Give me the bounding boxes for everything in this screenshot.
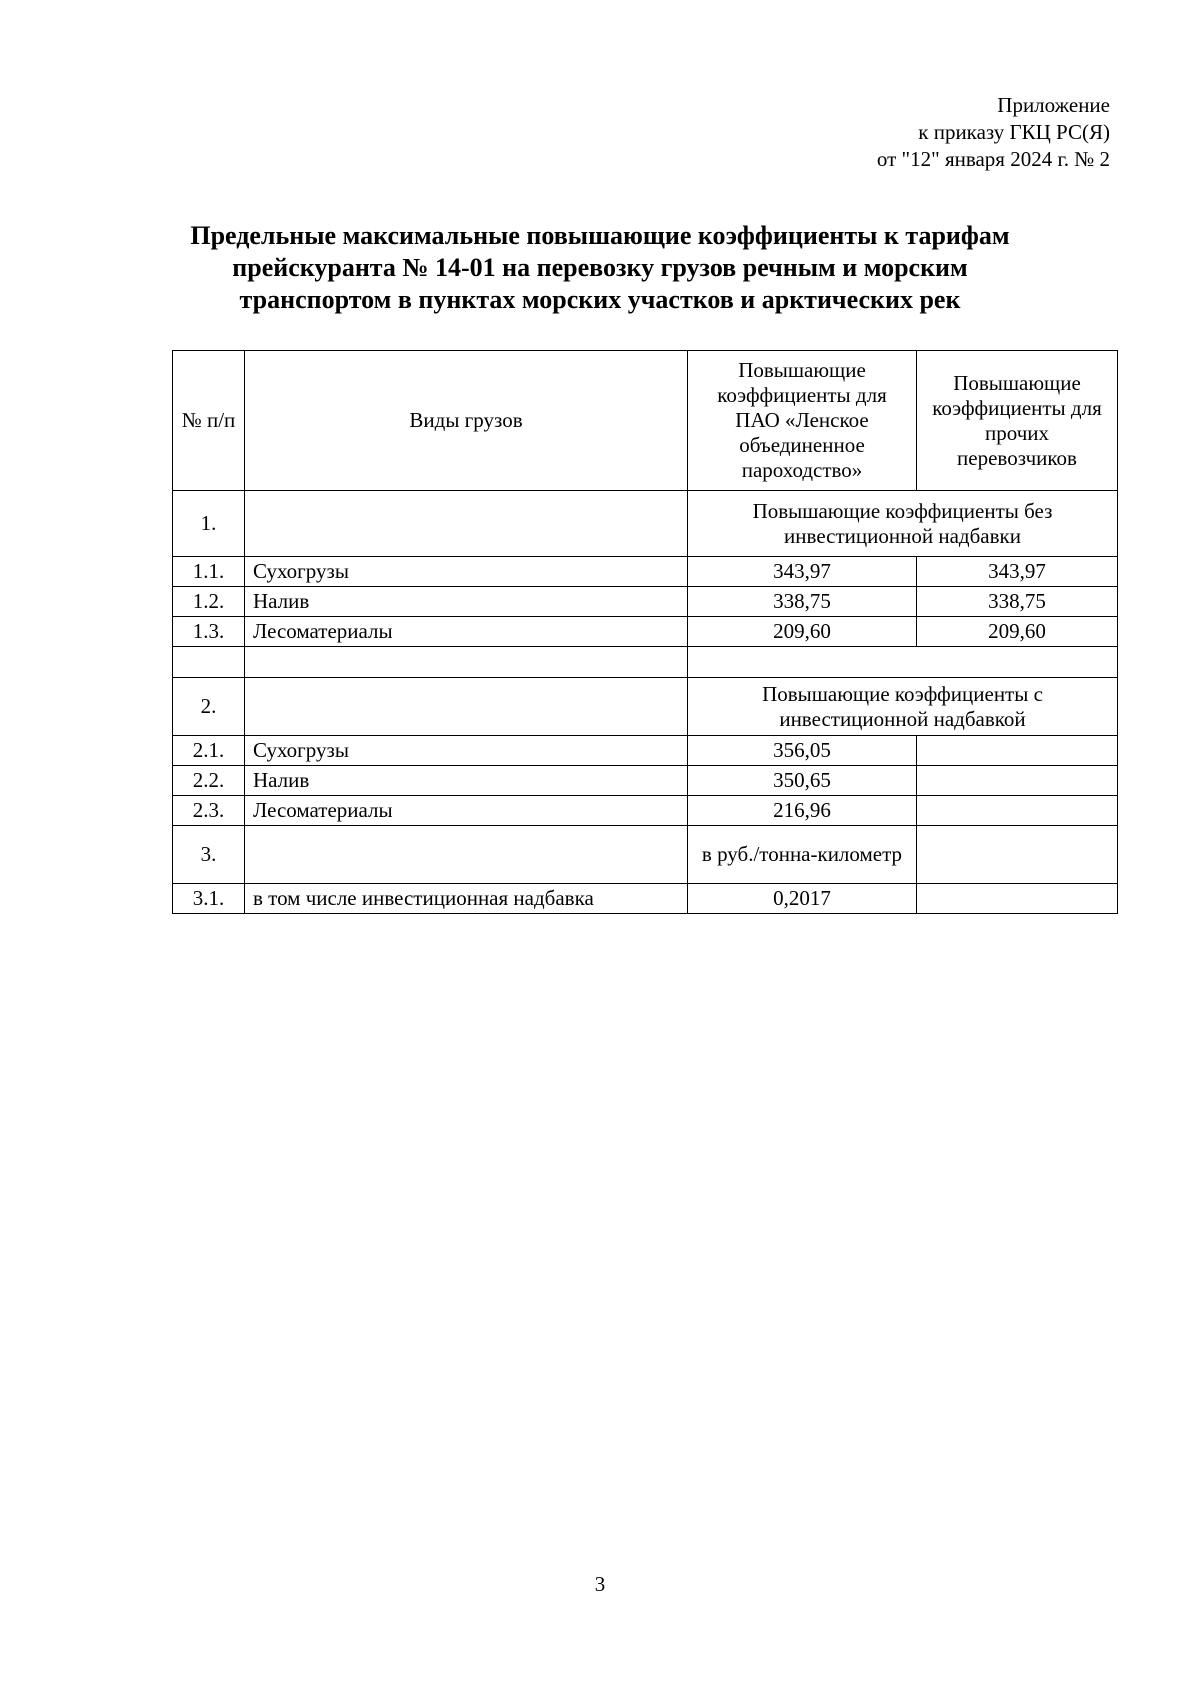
row-other-value: 209,60 (917, 617, 1118, 647)
document-title-line-3: транспортом в пунктах морских участков и арктических рек (239, 285, 961, 314)
table-row (173, 587, 1118, 617)
row-lena-value: 356,05 (688, 736, 917, 766)
row-cargo: Налив (245, 587, 688, 617)
header-cargo: Виды грузов (245, 351, 688, 491)
spacer-cell (688, 647, 1118, 678)
row-cargo: Сухогрузы (245, 557, 688, 587)
section-1-num: 1. (173, 491, 245, 557)
header-num: № п/п (173, 351, 245, 491)
row-num: 1.2. (173, 587, 245, 617)
row-other-value (917, 736, 1118, 766)
row-cargo: Налив (245, 766, 688, 796)
row-other-value: 343,97 (917, 557, 1118, 587)
spacer-cell (245, 647, 688, 678)
spacer-cell (173, 647, 245, 678)
appendix-title: Приложение (997, 93, 1110, 117)
appendix-order-ref: к приказу ГКЦ РС(Я) (918, 120, 1110, 144)
row-num: 3.1. (173, 884, 245, 914)
document-title-line-1: Предельные максимальные повышающие коэффициенты к тарифам (190, 221, 1010, 250)
spacer-row (173, 647, 1118, 678)
row-other-value (917, 796, 1118, 826)
document-title-line-2: прейскуранта № 14-01 на перевозку грузов речным и морским (232, 253, 968, 282)
section-3-row (173, 826, 1118, 884)
row-other-value (917, 884, 1118, 914)
row-lena-value: 350,65 (688, 766, 917, 796)
row-num: 2.1. (173, 736, 245, 766)
document-title (170, 220, 1030, 316)
row-lena-value: 0,2017 (688, 884, 917, 914)
section-2-empty (245, 678, 688, 736)
row-cargo: Лесоматериалы (245, 617, 688, 647)
table-row (173, 766, 1118, 796)
appendix-header (877, 92, 1110, 173)
table-row (173, 557, 1118, 587)
row-lena-value: 343,97 (688, 557, 917, 587)
row-lena-value: 338,75 (688, 587, 917, 617)
section-3-label: в руб./тонна-километр (688, 826, 917, 884)
header-lena: Повышающие коэффициенты для ПАО «Ленское объединенное пароходство» (688, 351, 917, 491)
row-num: 1.3. (173, 617, 245, 647)
row-lena-value: 216,96 (688, 796, 917, 826)
appendix-order-date: от "12" января 2024 г. № 2 (876, 147, 1110, 171)
row-cargo: Лесоматериалы (245, 796, 688, 826)
table-header-row (173, 351, 1118, 491)
section-3-num: 3. (173, 826, 245, 884)
section-1-empty (245, 491, 688, 557)
row-cargo: Сухогрузы (245, 736, 688, 766)
row-other-value: 338,75 (917, 587, 1118, 617)
row-cargo: в том числе инвестиционная надбавка (245, 884, 688, 914)
section-1-label: Повышающие коэффициенты без инвестиционной надбавки (688, 491, 1118, 557)
section-2-label: Повышающие коэффициенты с инвестиционной надбавкой (688, 678, 1118, 736)
header-other: Повышающие коэффициенты для прочих перевозчиков (917, 351, 1118, 491)
table-row (173, 796, 1118, 826)
table-row (173, 736, 1118, 766)
row-num: 2.3. (173, 796, 245, 826)
table-row (173, 617, 1118, 647)
row-num: 1.1. (173, 557, 245, 587)
section-2-num: 2. (173, 678, 245, 736)
row-other-value (917, 766, 1118, 796)
coefficients-table (172, 350, 1118, 914)
row-lena-value: 209,60 (688, 617, 917, 647)
section-3-empty (245, 826, 688, 884)
section-1-row (173, 491, 1118, 557)
row-num: 2.2. (173, 766, 245, 796)
section-3-other-empty (917, 826, 1118, 884)
section-2-row (173, 678, 1118, 736)
page-number: 3 (594, 1572, 606, 1596)
table-row (173, 884, 1118, 914)
